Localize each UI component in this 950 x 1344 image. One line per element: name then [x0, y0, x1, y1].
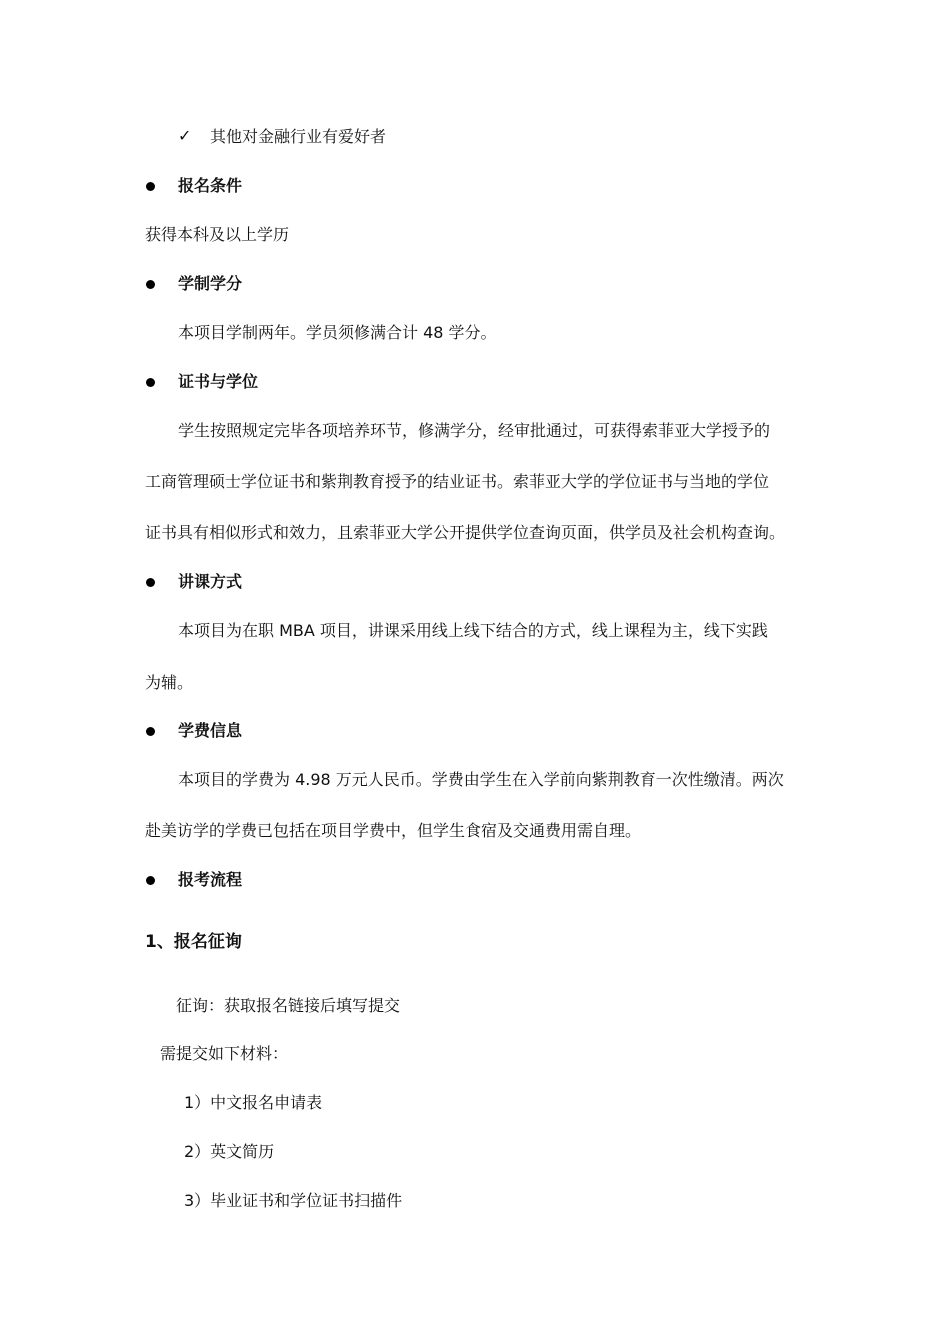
section-heading-tuition: 学费信息: [178, 721, 243, 740]
step-heading: 1、报名征询: [145, 932, 242, 952]
section-body-line: 本项目为在职 MBA 项目，讲课采用线上线下结合的方式，线上课程为主，线下实践: [178, 621, 768, 640]
step-inquiry-text: 征询：获取报名链接后填写提交: [176, 996, 401, 1015]
bullet-icon: [146, 578, 155, 587]
material-list-item: 3）毕业证书和学位证书扫描件: [184, 1191, 403, 1210]
section-heading-teaching-method: 讲课方式: [178, 572, 243, 591]
bullet-icon: [146, 182, 155, 191]
check-icon: ✓: [178, 126, 192, 145]
section-heading-enrollment-conditions: 报名条件: [178, 176, 243, 195]
bullet-icon: [146, 727, 155, 736]
section-heading-duration-credits: 学制学分: [178, 274, 243, 293]
section-body-line: 赴美访学的学费已包括在项目学费中，但学生食宿及交通费用需自理。: [145, 821, 642, 840]
section-body-line: 本项目的学费为 4.98 万元人民币。学费由学生在入学前向紫荆教育一次性缴清。两次: [178, 770, 784, 789]
material-list-item: 2）英文简历: [184, 1142, 275, 1161]
section-body-line: 工商管理硕士学位证书和紫荆教育授予的结业证书。索菲亚大学的学位证书与当地的学位: [145, 472, 770, 491]
bullet-icon: [146, 280, 155, 289]
section-body-duration-credits: 本项目学制两年。学员须修满合计 48 学分。: [178, 323, 497, 342]
section-body-line: 为辅。: [145, 673, 194, 692]
bullet-icon: [146, 876, 155, 885]
check-item-text: 其他对金融行业有爱好者: [210, 127, 387, 146]
section-body-line: 证书具有相似形式和效力，且索菲亚大学公开提供学位查询页面，供学员及社会机构查询。: [145, 523, 786, 542]
section-body-enrollment-conditions: 获得本科及以上学历: [145, 225, 290, 244]
section-body-line: 学生按照规定完毕各项培养环节，修满学分，经审批通过，可获得索菲亚大学授予的: [178, 421, 771, 440]
materials-intro: 需提交如下材料：: [160, 1044, 289, 1063]
section-heading-application-process: 报考流程: [178, 870, 243, 889]
section-heading-certificate-degree: 证书与学位: [178, 372, 259, 391]
material-list-item: 1）中文报名申请表: [184, 1093, 323, 1112]
bullet-icon: [146, 378, 155, 387]
